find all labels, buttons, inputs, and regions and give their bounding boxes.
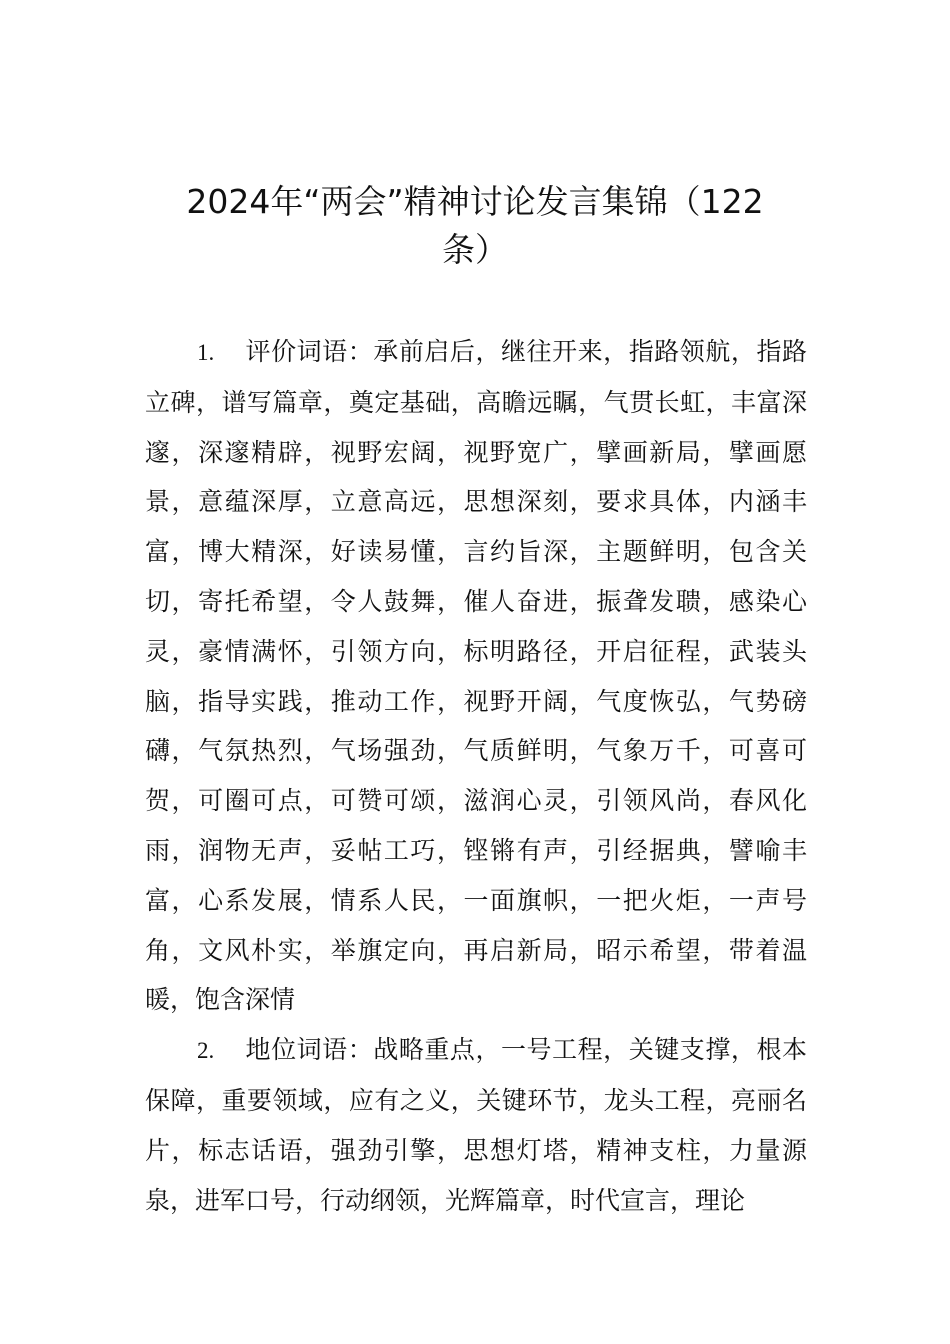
document-body	[145, 327, 807, 1225]
item-number: 2.	[197, 1038, 215, 1064]
list-item	[145, 1025, 807, 1225]
list-item	[145, 327, 807, 1025]
title-line-1: 2024年“两会”精神讨论发言集锦（122	[186, 182, 764, 221]
title-line-2: 条）	[442, 230, 508, 269]
item-text: 地位词语：战略重点，一号工程，关键支撑，根本保障，重要领域，应有之义，关键环节，龙头工程，亮丽名片，标志话语，强劲引擎，思想灯塔，精神支柱，力量源泉，进军口号，行动纲领，光辉篇章，时代宣言，理论	[145, 1035, 807, 1215]
item-number: 1.	[197, 340, 215, 365]
document-title	[140, 178, 810, 274]
item-text: 评价词语：承前启后，继往开来，指路领航，指路立碑，谱写篇章，奠定基础，高瞻远瞩，气贯长虹，丰富深邃，深邃精辟，视野宏阔，视野宽广，擘画新局，擘画愿景，意蕴深厚，立意高远，思想深刻，要求具体，内涵丰富，博大精深，好读易懂，言约旨深，主题鲜明，包含关切，寄托希望，令人鼓舞，催人奋进，振聋发聩，感染心灵，豪情满怀，引领方向，标明路径，开启征程，武装头脑，指导实践，推动工作，视野开阔，气度恢弘，气势磅礴，气氛热烈，气场强劲，气质鲜明，气象万千，可喜可贺，可圈可点，可赞可颂，滋润心灵，引领风尚，春风化雨，润物无声，妥帖工巧，铿锵有声，引经据典，譬喻丰富，心系发展，情系人民，一面旗帜，一把火炬，一声号角，文风朴实，举旗定向，再启新局，昭示希望，带着温暖，饱含深情	[145, 337, 807, 1015]
